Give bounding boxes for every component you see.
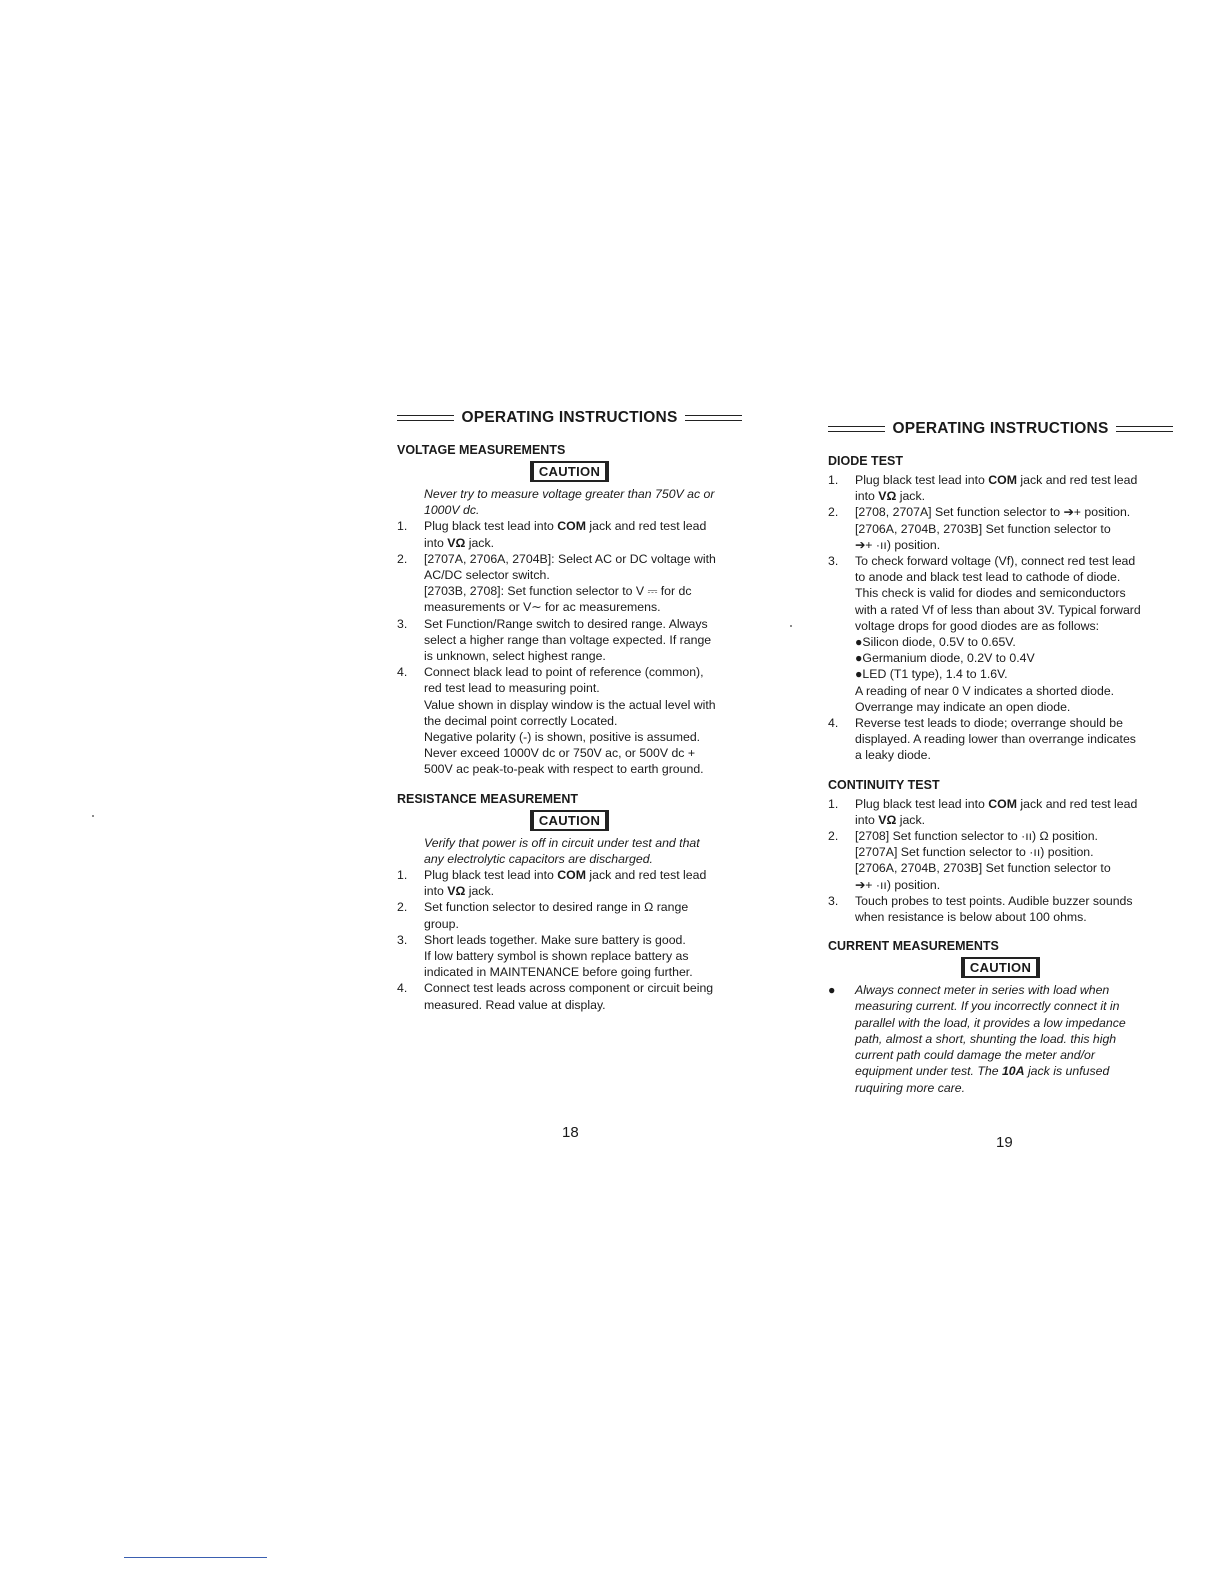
caution-box [828,957,1173,978]
step-line: Value shown in display window is the actual level with [424,697,716,712]
page-number: 19 [996,1134,1013,1151]
step-line: Set function selector to desired range in Ω range [424,900,689,915]
step-number: 2. [828,505,839,520]
step-line: ➔+ ·ıı) position. [855,877,941,892]
bullet-line: equipment under test. The 10A jack is unfused [855,1064,1110,1079]
caution-label: CAUTION [961,957,1040,978]
step-item [828,504,1173,553]
step-line: red test lead to measuring point. [424,681,600,696]
warning-line: any electrolytic capacitors are discharged. [424,851,653,866]
page-number: 18 [562,1124,579,1141]
step-line: [2703B, 2708]: Set function selector to V ⎓ for dc [424,584,692,599]
step-line: Set Function/Range switch to desired range. Always [424,616,708,631]
section-title: CONTINUITY TEST [828,777,940,792]
step-number: 4. [397,981,408,996]
step-line: the decimal point correctly Located. [424,713,618,728]
step-item [397,664,742,777]
step-item [397,867,742,899]
step-list [828,472,1173,764]
step-line: measured. Read value at display. [424,997,606,1012]
step-line: [2706A, 2704B, 2703B] Set function selector to [855,861,1111,876]
voltage-section [397,443,742,778]
step-number: 1. [397,868,408,883]
step-line: indicated in MAINTENANCE before going further. [424,965,693,980]
step-item [828,893,1173,925]
page-header [828,420,1173,438]
step-item [828,828,1173,893]
step-item [397,899,742,931]
step-line: [2708] Set function selector to ·ıı) Ω position. [855,829,1098,844]
current-section [828,939,1173,1095]
bottom-link-underline [124,1557,267,1558]
step-line: If low battery symbol is shown replace battery as [424,949,689,964]
step-number: 3. [828,554,839,569]
step-line: AC/DC selector switch. [424,568,550,583]
page-header [397,409,742,427]
step-line: voltage drops for good diodes are as follows: [855,618,1100,633]
step-number: 1. [828,796,839,811]
step-number: 3. [397,932,408,947]
step-item [397,980,742,1012]
step-line: Touch probes to test points. Audible buzzer sounds [855,893,1133,908]
bullet-line: parallel with the load, it provides a low impedance [855,1015,1126,1030]
step-line: Plug black test lead into COM jack and red test lead [424,868,707,883]
bullet-line: measuring current. If you incorrectly connect it in [855,999,1120,1014]
step-number: 2. [828,829,839,844]
step-number: 3. [397,616,408,631]
warning-line: Never try to measure voltage greater than 750V ac or [424,487,715,501]
right-page [828,420,1173,1110]
step-line: Connect black lead to point of reference (common), [424,665,704,680]
step-line: [2708, 2707A] Set function selector to ➔+ position. [855,505,1131,520]
step-line: This check is valid for diodes and semiconductors [855,586,1126,601]
step-line: into VΩ jack. [424,884,495,899]
warning-line: 1000V dc. [424,503,480,518]
step-line: Short leads together. Make sure battery is good. [424,932,686,947]
scan-speck [790,625,792,627]
left-page [397,409,742,1027]
continuity-section [828,778,1173,926]
step-line: Overrange may indicate an open diode. [855,699,1071,714]
step-line: with a rated Vf of less than about 3V. Typical forward [855,602,1141,617]
step-line: group. [424,916,459,931]
step-line: Plug black test lead into COM jack and red test lead [424,519,707,534]
step-line: ●LED (T1 type), 1.4 to 1.6V. [855,667,1008,682]
section-title: VOLTAGE MEASUREMENTS [397,443,566,457]
step-number: 4. [397,665,408,680]
step-line: Never exceed 1000V dc or 750V ac, or 500V dc + [424,746,696,761]
step-item [828,715,1173,764]
step-line: ●Silicon diode, 0.5V to 0.65V. [855,635,1016,650]
step-line: [2707A, 2706A, 2704B]: Select AC or DC voltage with [424,551,716,566]
warning-text [424,835,742,867]
section-title: CURRENT MEASUREMENTS [828,939,999,954]
step-line: ●Germanium diode, 0.2V to 0.4V [855,651,1035,666]
bullet-line: path, almost a short, shunting the load. this high [855,1031,1117,1046]
step-line: select a higher range than voltage expected. If range [424,632,712,647]
step-item [828,553,1173,715]
step-line: [2706A, 2704B, 2703B] Set function selector to [855,521,1111,536]
step-number: 1. [828,473,839,487]
step-line: to anode and black test lead to cathode of diode. [855,570,1121,585]
caution-label: CAUTION [530,461,609,482]
bullet-icon: ● [828,983,836,998]
step-line: Plug black test lead into COM jack and red test lead [855,796,1138,811]
header-title: OPERATING INSTRUCTIONS [892,420,1109,437]
section-title: RESISTANCE MEASUREMENT [397,791,579,806]
step-number: 2. [397,551,408,566]
step-item [397,518,742,550]
step-list [397,518,742,777]
step-line: Reverse test leads to diode; overrange should be [855,716,1123,731]
step-item [828,472,1173,504]
header-title: OPERATING INSTRUCTIONS [461,409,678,426]
bullet-item [828,982,1173,1095]
header-rule-right [685,415,742,421]
step-line: a leaky diode. [855,748,931,763]
caution-box [397,810,742,831]
step-line: into VΩ jack. [855,489,926,504]
caution-box [397,461,742,482]
warning-text [424,486,742,518]
bullet-line: Always connect meter in series with load when [855,983,1110,998]
step-list [397,867,742,1013]
step-line: 500V ac peak-to-peak with respect to earth ground. [424,762,704,777]
header-rule-left [397,415,454,421]
step-line: [2707A] Set function selector to ·ıı) position. [855,845,1094,860]
step-number: 4. [828,716,839,731]
step-number: 2. [397,900,408,915]
step-item [828,796,1173,828]
scan-speck [92,815,94,817]
step-line: Plug black test lead into COM jack and red test lead [855,473,1138,487]
step-line: To check forward voltage (Vf), connect red test lead [855,554,1136,569]
step-item [397,932,742,981]
section-title: DIODE TEST [828,454,904,468]
step-line: into VΩ jack. [855,812,926,827]
step-line: displayed. A reading lower than overrange indicates [855,732,1136,747]
step-line: A reading of near 0 V indicates a shorted diode. [855,683,1115,698]
step-item [397,616,742,665]
step-line: Negative polarity (-) is shown, positive is assumed. [424,730,701,745]
step-line: when resistance is below about 100 ohms. [855,910,1087,925]
step-number: 1. [397,519,408,534]
caution-label: CAUTION [530,810,609,831]
step-item [397,551,742,616]
step-number: 3. [828,893,839,908]
step-line: into VΩ jack. [424,535,495,550]
bullet-line: current path could damage the meter and/or [855,1048,1095,1063]
step-line: measurements or V∼ for ac measuremens. [424,600,661,615]
header-rule-right [1116,426,1173,432]
header-rule-left [828,426,885,432]
step-list [828,796,1173,926]
step-line: Connect test leads across component or circuit being [424,981,714,996]
diode-section [828,454,1173,764]
step-line: ➔+ ·ıı) position. [855,537,941,552]
resistance-section [397,792,742,1013]
bullet-line: ruquiring more care. [855,1080,966,1095]
warning-line: Verify that power is off in circuit under test and that [424,835,700,850]
step-line: is unknown, select highest range. [424,649,606,664]
